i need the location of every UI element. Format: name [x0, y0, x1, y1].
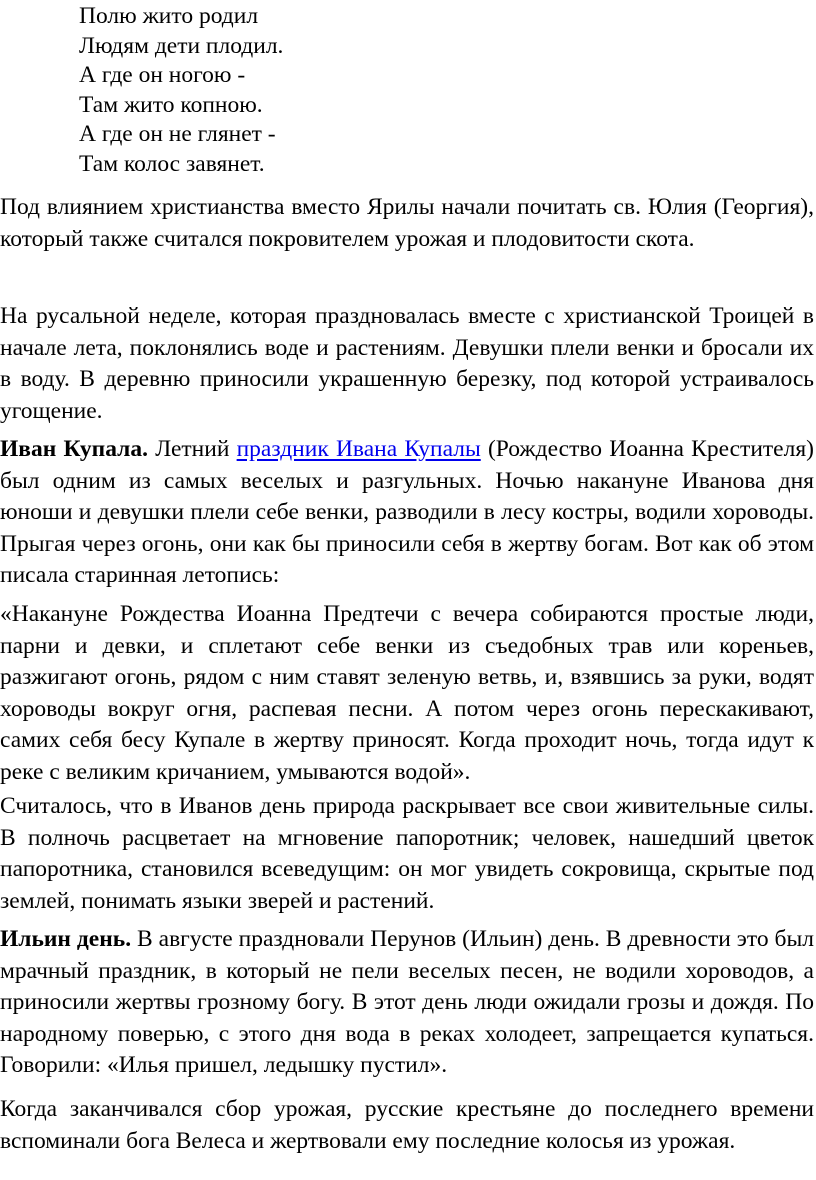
poem-line: Там жито копною.	[79, 91, 263, 118]
poem-lines	[0, 2, 283, 180]
paragraph-rusalnaya-week: На русальной неделе, которая праздновалась вместе с христианской Троицей в начале лета, поклонялись воде и растениям. Девушки плели венки и бросали их в воду. В деревню приносили украшенную березку, под которой устраивалось угощение.	[0, 303, 814, 424]
poem-line: Полю жито родил	[79, 3, 259, 29]
paragraph-text: (Рождество Иоанна Крестителя) был одним из самых веселых и разгульных. Ночью накануне Иванова дня юноши и девушки плели себе венки, разводили в лесу костры, водили хороводы. Прыгая через огонь, они как бы приносили себя в жертву богам. Вот как об этом писала старинная летопись:	[0, 436, 814, 589]
paragraph-ivan-kupala	[0, 434, 814, 592]
poem-line: А где он ногою -	[79, 62, 246, 89]
paragraph-yuri: Под влиянием христианства вместо Ярилы начали почитать св. Юлия (Георгия), который также считался покровителем урожая и плодовитости скота.	[0, 194, 814, 252]
paragraph-chronicle-quote: «Накануне Рождества Иоанна Предтечи с вечера собираются простые люди, парни и девки, и сплетают себе венки из съедобных трав или кореньев, разжигают огонь, рядом с ним ставят зеленую ветвь, и, взявшись за руки, водят хороводы вокруг огня, распевая песни. А потом через огонь перескакивают, самих себя бесу Купале в жертву приносят. Когда проходит ночь, тогда идут к реке с великим кричанием, умываются водой».	[0, 601, 814, 785]
paragraph-ilyin-day	[0, 924, 814, 1082]
paragraph-fern-flower: Считалось, что в Иванов день природа раскрывает все свои живительные силы. В полночь расцветает на мгновение папоротник; человек, нашедший цветок папоротника, становился всеведущим: он мог увидеть сокровища, скрытые под землей, понимать языки зверей и растений.	[0, 793, 814, 914]
poem-line: Там колос завянет.	[79, 150, 265, 177]
poem-block	[0, 2, 283, 180]
section-heading-ivan-kupala: Иван Купала.	[0, 436, 148, 462]
poem-line: А где он не глянет -	[79, 121, 276, 148]
ivan-kupala-link[interactable]: праздник Ивана Купалы	[236, 436, 481, 462]
section-heading-ilyin-day: Ильин день.	[0, 926, 132, 952]
poem-line: Людям дети плодил.	[79, 32, 284, 59]
paragraph-text: В августе праздновали Перунов (Ильин) день. В древности это был мрачный праздник, в который не пели веселых песен, не водили хороводов, а приносили жертвы грозному богу. В этот день люди ожидали грозы и дождя. По народному поверью, с этого дня вода в реках холодеет, запрещается купаться. Говорили: «Илья пришел, ледышку пустил».	[0, 926, 814, 1079]
paragraph-veles: Когда заканчивался сбор урожая, русские крестьяне до последнего времени вспоминали бога Велеса и жертвовали ему последние колосья из урожая.	[0, 1096, 814, 1154]
paragraph-text: Летний	[147, 436, 237, 462]
